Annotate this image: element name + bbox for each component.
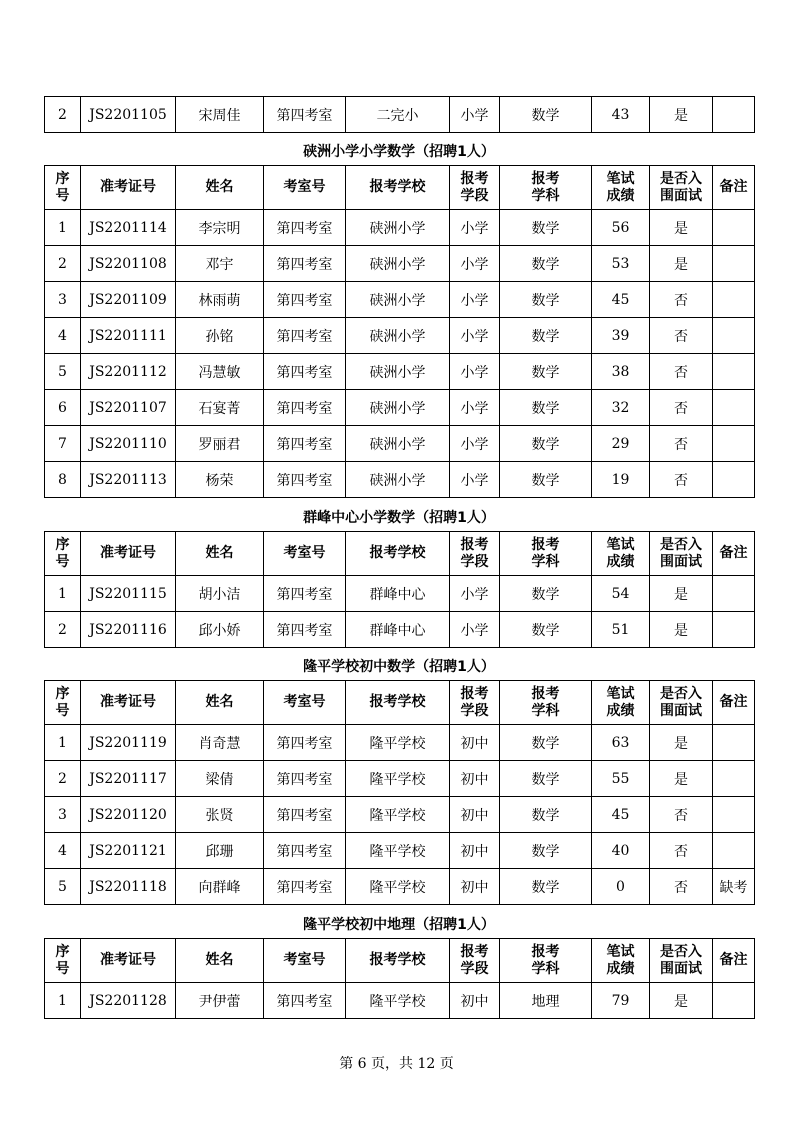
table-cell: 是 xyxy=(650,612,713,648)
table-cell: 54 xyxy=(592,576,650,612)
column-header: 备注 xyxy=(713,681,755,725)
table-cell: 隆平学校 xyxy=(346,869,450,905)
table-row xyxy=(45,833,755,869)
table-cell: 56 xyxy=(592,210,650,246)
results-table xyxy=(44,165,755,498)
table-cell: 梁倩 xyxy=(176,761,264,797)
table-cell: 硖洲小学 xyxy=(346,426,450,462)
table-cell: 是 xyxy=(650,97,713,133)
table-cell: 3 xyxy=(45,797,81,833)
column-header: 考室号 xyxy=(264,166,346,210)
table-cell: 邱小娇 xyxy=(176,612,264,648)
column-header: 考室号 xyxy=(264,939,346,983)
table-cell: 冯慧敏 xyxy=(176,354,264,390)
section-table-block xyxy=(44,938,754,1019)
table-cell: JS2201111 xyxy=(81,318,176,354)
table-cell: JS2201113 xyxy=(81,462,176,498)
table-cell: 否 xyxy=(650,797,713,833)
table-cell: 3 xyxy=(45,282,81,318)
table-cell: 硖洲小学 xyxy=(346,318,450,354)
table-cell: JS2201112 xyxy=(81,354,176,390)
table-cell: 是 xyxy=(650,576,713,612)
table-cell: 邓宇 xyxy=(176,246,264,282)
top-fragment xyxy=(44,96,754,133)
column-header: 笔试 成绩 xyxy=(592,681,650,725)
table-cell: 2 xyxy=(45,246,81,282)
column-header: 报考 学科 xyxy=(500,166,592,210)
results-table xyxy=(44,96,755,133)
table-cell xyxy=(713,983,755,1019)
table-cell: 数学 xyxy=(500,462,592,498)
table-cell: 1 xyxy=(45,210,81,246)
section-title: 隆平学校初中数学（招聘1人） xyxy=(303,659,495,675)
table-cell: 否 xyxy=(650,318,713,354)
table-cell: JS2201121 xyxy=(81,833,176,869)
table-cell: JS2201105 xyxy=(81,97,176,133)
table-cell: 小学 xyxy=(450,576,500,612)
table-cell: 5 xyxy=(45,354,81,390)
table-cell xyxy=(713,761,755,797)
table-cell: 数学 xyxy=(500,246,592,282)
table-cell: 否 xyxy=(650,354,713,390)
column-header: 姓名 xyxy=(176,681,264,725)
table-cell: 29 xyxy=(592,426,650,462)
table-cell: 第四考室 xyxy=(264,246,346,282)
table-cell: 数学 xyxy=(500,97,592,133)
table-cell: 数学 xyxy=(500,390,592,426)
table-cell: 胡小洁 xyxy=(176,576,264,612)
table-cell: 数学 xyxy=(500,210,592,246)
table-cell: 否 xyxy=(650,869,713,905)
table-cell: 第四考室 xyxy=(264,97,346,133)
table-row xyxy=(45,797,755,833)
section-title: 群峰中心小学数学（招聘1人） xyxy=(303,510,495,526)
table-cell: 地理 xyxy=(500,983,592,1019)
column-header: 序 号 xyxy=(45,166,81,210)
table-cell xyxy=(713,833,755,869)
column-header: 准考证号 xyxy=(81,166,176,210)
table-cell: JS2201108 xyxy=(81,246,176,282)
table-cell xyxy=(713,97,755,133)
table-row xyxy=(45,426,755,462)
table-cell: JS2201116 xyxy=(81,612,176,648)
table-row xyxy=(45,761,755,797)
table-cell: 孙铭 xyxy=(176,318,264,354)
column-header: 姓名 xyxy=(176,166,264,210)
table-cell: 小学 xyxy=(450,318,500,354)
table-cell: 否 xyxy=(650,462,713,498)
table-cell: 45 xyxy=(592,282,650,318)
table-row xyxy=(45,354,755,390)
table-row xyxy=(45,869,755,905)
column-header: 报考 学科 xyxy=(500,681,592,725)
column-header: 报考 学段 xyxy=(450,166,500,210)
table-cell: 是 xyxy=(650,725,713,761)
table-cell xyxy=(713,725,755,761)
table-cell: JS2201114 xyxy=(81,210,176,246)
table-cell: 1 xyxy=(45,983,81,1019)
table-row xyxy=(45,983,755,1019)
table-cell: 是 xyxy=(650,761,713,797)
table-cell: 数学 xyxy=(500,761,592,797)
table-cell xyxy=(713,210,755,246)
table-cell: 数学 xyxy=(500,318,592,354)
table-row xyxy=(45,462,755,498)
table-cell: 第四考室 xyxy=(264,869,346,905)
table-cell: 初中 xyxy=(450,725,500,761)
table-row xyxy=(45,725,755,761)
table-cell: 45 xyxy=(592,797,650,833)
table-cell: 初中 xyxy=(450,869,500,905)
table-cell: 李宗明 xyxy=(176,210,264,246)
table-cell: 小学 xyxy=(450,354,500,390)
table-cell xyxy=(713,318,755,354)
table-row xyxy=(45,282,755,318)
table-cell: 第四考室 xyxy=(264,390,346,426)
table-row xyxy=(45,576,755,612)
table-cell: 第四考室 xyxy=(264,576,346,612)
table-cell: 硖洲小学 xyxy=(346,246,450,282)
table-cell: JS2201117 xyxy=(81,761,176,797)
table-cell: 第四考室 xyxy=(264,725,346,761)
table-cell: 张贤 xyxy=(176,797,264,833)
table-cell: 55 xyxy=(592,761,650,797)
table-cell: 32 xyxy=(592,390,650,426)
table-cell: 隆平学校 xyxy=(346,833,450,869)
table-cell: 39 xyxy=(592,318,650,354)
column-header: 报考 学段 xyxy=(450,939,500,983)
table-cell: 2 xyxy=(45,612,81,648)
table-cell: 林雨萌 xyxy=(176,282,264,318)
table-cell: 隆平学校 xyxy=(346,725,450,761)
table-cell: 第四考室 xyxy=(264,612,346,648)
table-cell: 硖洲小学 xyxy=(346,282,450,318)
table-cell: 19 xyxy=(592,462,650,498)
table-cell: 隆平学校 xyxy=(346,797,450,833)
table-row xyxy=(45,318,755,354)
table-cell: JS2201119 xyxy=(81,725,176,761)
table-cell: 数学 xyxy=(500,797,592,833)
column-header: 姓名 xyxy=(176,939,264,983)
table-cell: 2 xyxy=(45,97,81,133)
table-cell: 第四考室 xyxy=(264,354,346,390)
column-header: 备注 xyxy=(713,532,755,576)
table-cell: 第四考室 xyxy=(264,318,346,354)
table-row xyxy=(45,97,755,133)
section-title: 硖洲小学小学数学（招聘1人） xyxy=(303,144,495,160)
table-cell: 4 xyxy=(45,318,81,354)
table-cell: 51 xyxy=(592,612,650,648)
table-cell: 初中 xyxy=(450,797,500,833)
column-header: 报考 学科 xyxy=(500,532,592,576)
table-cell xyxy=(713,282,755,318)
table-cell: 0 xyxy=(592,869,650,905)
table-row xyxy=(45,210,755,246)
column-header: 笔试 成绩 xyxy=(592,532,650,576)
table-cell: 群峰中心 xyxy=(346,576,450,612)
table-cell: 是 xyxy=(650,210,713,246)
column-header: 是否入 围面试 xyxy=(650,939,713,983)
section-table-block xyxy=(44,165,754,498)
table-cell: 否 xyxy=(650,833,713,869)
column-header: 准考证号 xyxy=(81,681,176,725)
table-row xyxy=(45,246,755,282)
table-cell: 43 xyxy=(592,97,650,133)
table-cell: 小学 xyxy=(450,612,500,648)
column-header: 是否入 围面试 xyxy=(650,166,713,210)
table-row xyxy=(45,390,755,426)
table-cell: 隆平学校 xyxy=(346,983,450,1019)
table-cell: 第四考室 xyxy=(264,761,346,797)
table-cell: 硖洲小学 xyxy=(346,210,450,246)
table-cell: 数学 xyxy=(500,426,592,462)
table-cell: 宋周佳 xyxy=(176,97,264,133)
table-cell: 二完小 xyxy=(346,97,450,133)
results-table xyxy=(44,938,755,1019)
table-cell: 否 xyxy=(650,426,713,462)
table-cell: 罗丽君 xyxy=(176,426,264,462)
table-cell: 是 xyxy=(650,983,713,1019)
column-header: 报考学校 xyxy=(346,166,450,210)
table-cell: 1 xyxy=(45,576,81,612)
section-table-block xyxy=(44,680,754,905)
table-cell xyxy=(713,354,755,390)
column-header: 报考学校 xyxy=(346,681,450,725)
table-cell: 小学 xyxy=(450,97,500,133)
column-header: 报考学校 xyxy=(346,532,450,576)
table-cell: 第四考室 xyxy=(264,426,346,462)
table-cell: JS2201118 xyxy=(81,869,176,905)
column-header: 考室号 xyxy=(264,532,346,576)
header-row xyxy=(45,532,755,576)
column-header: 准考证号 xyxy=(81,939,176,983)
table-cell: 53 xyxy=(592,246,650,282)
table-cell: 隆平学校 xyxy=(346,761,450,797)
column-header: 是否入 围面试 xyxy=(650,681,713,725)
header-row xyxy=(45,681,755,725)
table-cell: 小学 xyxy=(450,426,500,462)
table-cell: 数学 xyxy=(500,354,592,390)
results-table xyxy=(44,531,755,648)
table-cell xyxy=(713,576,755,612)
table-cell: 数学 xyxy=(500,282,592,318)
table-cell: 63 xyxy=(592,725,650,761)
table-cell: 4 xyxy=(45,833,81,869)
table-cell: JS2201128 xyxy=(81,983,176,1019)
table-cell xyxy=(713,462,755,498)
table-cell: 小学 xyxy=(450,246,500,282)
table-cell: 肖奇慧 xyxy=(176,725,264,761)
table-cell: 1 xyxy=(45,725,81,761)
column-header: 序 号 xyxy=(45,939,81,983)
table-cell: 第四考室 xyxy=(264,797,346,833)
table-cell: JS2201110 xyxy=(81,426,176,462)
column-header: 笔试 成绩 xyxy=(592,939,650,983)
table-cell: 硖洲小学 xyxy=(346,462,450,498)
table-cell: 8 xyxy=(45,462,81,498)
table-cell: 小学 xyxy=(450,282,500,318)
table-cell: JS2201115 xyxy=(81,576,176,612)
table-cell: 第四考室 xyxy=(264,282,346,318)
table-cell: 尹伊蕾 xyxy=(176,983,264,1019)
column-header: 序 号 xyxy=(45,532,81,576)
table-cell: 缺考 xyxy=(713,869,755,905)
table-row xyxy=(45,612,755,648)
section-table-block xyxy=(44,531,754,648)
table-cell: 否 xyxy=(650,282,713,318)
table-cell: JS2201120 xyxy=(81,797,176,833)
table-cell: 群峰中心 xyxy=(346,612,450,648)
table-cell: 小学 xyxy=(450,210,500,246)
results-table xyxy=(44,680,755,905)
table-cell: JS2201109 xyxy=(81,282,176,318)
section-title: 隆平学校初中地理（招聘1人） xyxy=(303,917,495,933)
column-header: 姓名 xyxy=(176,532,264,576)
table-cell: 初中 xyxy=(450,833,500,869)
column-header: 报考 学段 xyxy=(450,532,500,576)
header-row xyxy=(45,939,755,983)
table-cell: 第四考室 xyxy=(264,462,346,498)
table-cell: 硖洲小学 xyxy=(346,354,450,390)
column-header: 报考 学科 xyxy=(500,939,592,983)
table-cell: 7 xyxy=(45,426,81,462)
table-cell xyxy=(713,797,755,833)
column-header: 是否入 围面试 xyxy=(650,532,713,576)
table-cell: 小学 xyxy=(450,462,500,498)
column-header: 报考 学段 xyxy=(450,681,500,725)
table-cell: 石宴菁 xyxy=(176,390,264,426)
table-cell xyxy=(713,246,755,282)
column-header: 备注 xyxy=(713,166,755,210)
table-cell: 向群峰 xyxy=(176,869,264,905)
table-cell: 第四考室 xyxy=(264,833,346,869)
table-cell: JS2201107 xyxy=(81,390,176,426)
table-cell: 数学 xyxy=(500,576,592,612)
column-header: 笔试 成绩 xyxy=(592,166,650,210)
table-cell: 数学 xyxy=(500,612,592,648)
table-cell: 杨荣 xyxy=(176,462,264,498)
table-cell: 否 xyxy=(650,390,713,426)
table-cell: 第四考室 xyxy=(264,983,346,1019)
column-header: 准考证号 xyxy=(81,532,176,576)
table-cell: 数学 xyxy=(500,725,592,761)
table-cell: 79 xyxy=(592,983,650,1019)
table-cell: 2 xyxy=(45,761,81,797)
column-header: 报考学校 xyxy=(346,939,450,983)
column-header: 序 号 xyxy=(45,681,81,725)
table-cell: 是 xyxy=(650,246,713,282)
table-cell xyxy=(713,390,755,426)
table-cell: 38 xyxy=(592,354,650,390)
table-cell: 初中 xyxy=(450,761,500,797)
header-row xyxy=(45,166,755,210)
table-cell xyxy=(713,426,755,462)
table-cell: 40 xyxy=(592,833,650,869)
column-header: 考室号 xyxy=(264,681,346,725)
table-cell: 第四考室 xyxy=(264,210,346,246)
column-header: 备注 xyxy=(713,939,755,983)
table-cell: 6 xyxy=(45,390,81,426)
table-cell: 邱珊 xyxy=(176,833,264,869)
table-cell: 硖洲小学 xyxy=(346,390,450,426)
table-cell: 初中 xyxy=(450,983,500,1019)
page-footer: 第 6 页，共 12 页 xyxy=(339,1056,454,1072)
table-cell: 小学 xyxy=(450,390,500,426)
table-cell: 数学 xyxy=(500,869,592,905)
table-cell: 数学 xyxy=(500,833,592,869)
table-cell: 5 xyxy=(45,869,81,905)
table-cell xyxy=(713,612,755,648)
